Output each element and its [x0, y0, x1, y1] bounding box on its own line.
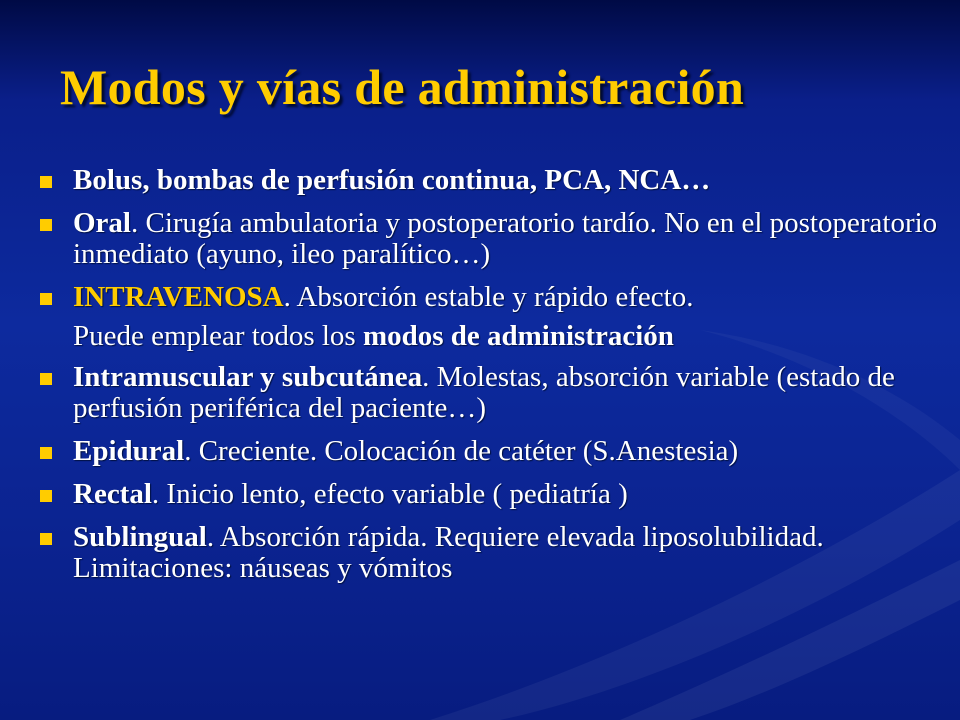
square-bullet-icon — [40, 447, 52, 459]
bullet-item-epidural — [38, 436, 938, 467]
bullet-bold-text: Intramuscular y subcutánea — [73, 361, 423, 393]
bullet-item-intravenosa — [38, 282, 938, 313]
bullet-bold-text: Oral — [73, 207, 131, 239]
bullet-bold-text: Epidural — [73, 435, 185, 467]
square-bullet-icon — [40, 293, 52, 305]
bullet-bold-text-highlight: INTRAVENOSA — [73, 281, 284, 313]
bullet-text: . Absorción estable y rápido efecto. — [283, 281, 694, 313]
bullet-item-intramuscular — [38, 362, 938, 424]
bullet-item-rectal — [38, 479, 938, 510]
square-bullet-icon — [40, 176, 52, 188]
bullet-text: . Creciente. Colocación de catéter (S.Anestesia) — [184, 435, 739, 467]
bullet-text: . Cirugía ambulatoria y postoperatorio tardío. No en el postoperatorio inmediato (ayuno, ileo paralítico…) — [73, 207, 938, 270]
square-bullet-icon — [40, 533, 52, 545]
bullet-text: . Absorción rápida. Requiere elevada liposolubilidad. Limitaciones: náuseas y vómitos — [73, 521, 824, 584]
bullet-continuation — [38, 321, 938, 352]
bullet-bold-text: Bolus, bombas de perfusión continua, PCA, NCA… — [73, 164, 711, 196]
bullet-item-sublingual — [38, 522, 938, 584]
bullet-bold-text: Sublingual — [73, 521, 207, 553]
bullet-text: . Inicio lento, efecto variable ( pediatría ) — [151, 478, 628, 510]
square-bullet-icon — [40, 373, 52, 385]
continuation-bold-text: modos de administración — [362, 320, 674, 352]
bullet-item-oral — [38, 208, 938, 270]
bullet-item-bolus — [38, 165, 938, 196]
slide-title: Modos y vías de administración — [60, 59, 745, 115]
square-bullet-icon — [40, 490, 52, 502]
square-bullet-icon — [40, 219, 52, 231]
bullet-text: . Molestas, absorción variable (estado de perfusión periférica del paciente…) — [73, 361, 895, 424]
bullet-bold-text: Rectal — [73, 478, 152, 510]
continuation-text: Puede emplear todos los — [73, 320, 363, 352]
bullet-list — [38, 165, 938, 596]
